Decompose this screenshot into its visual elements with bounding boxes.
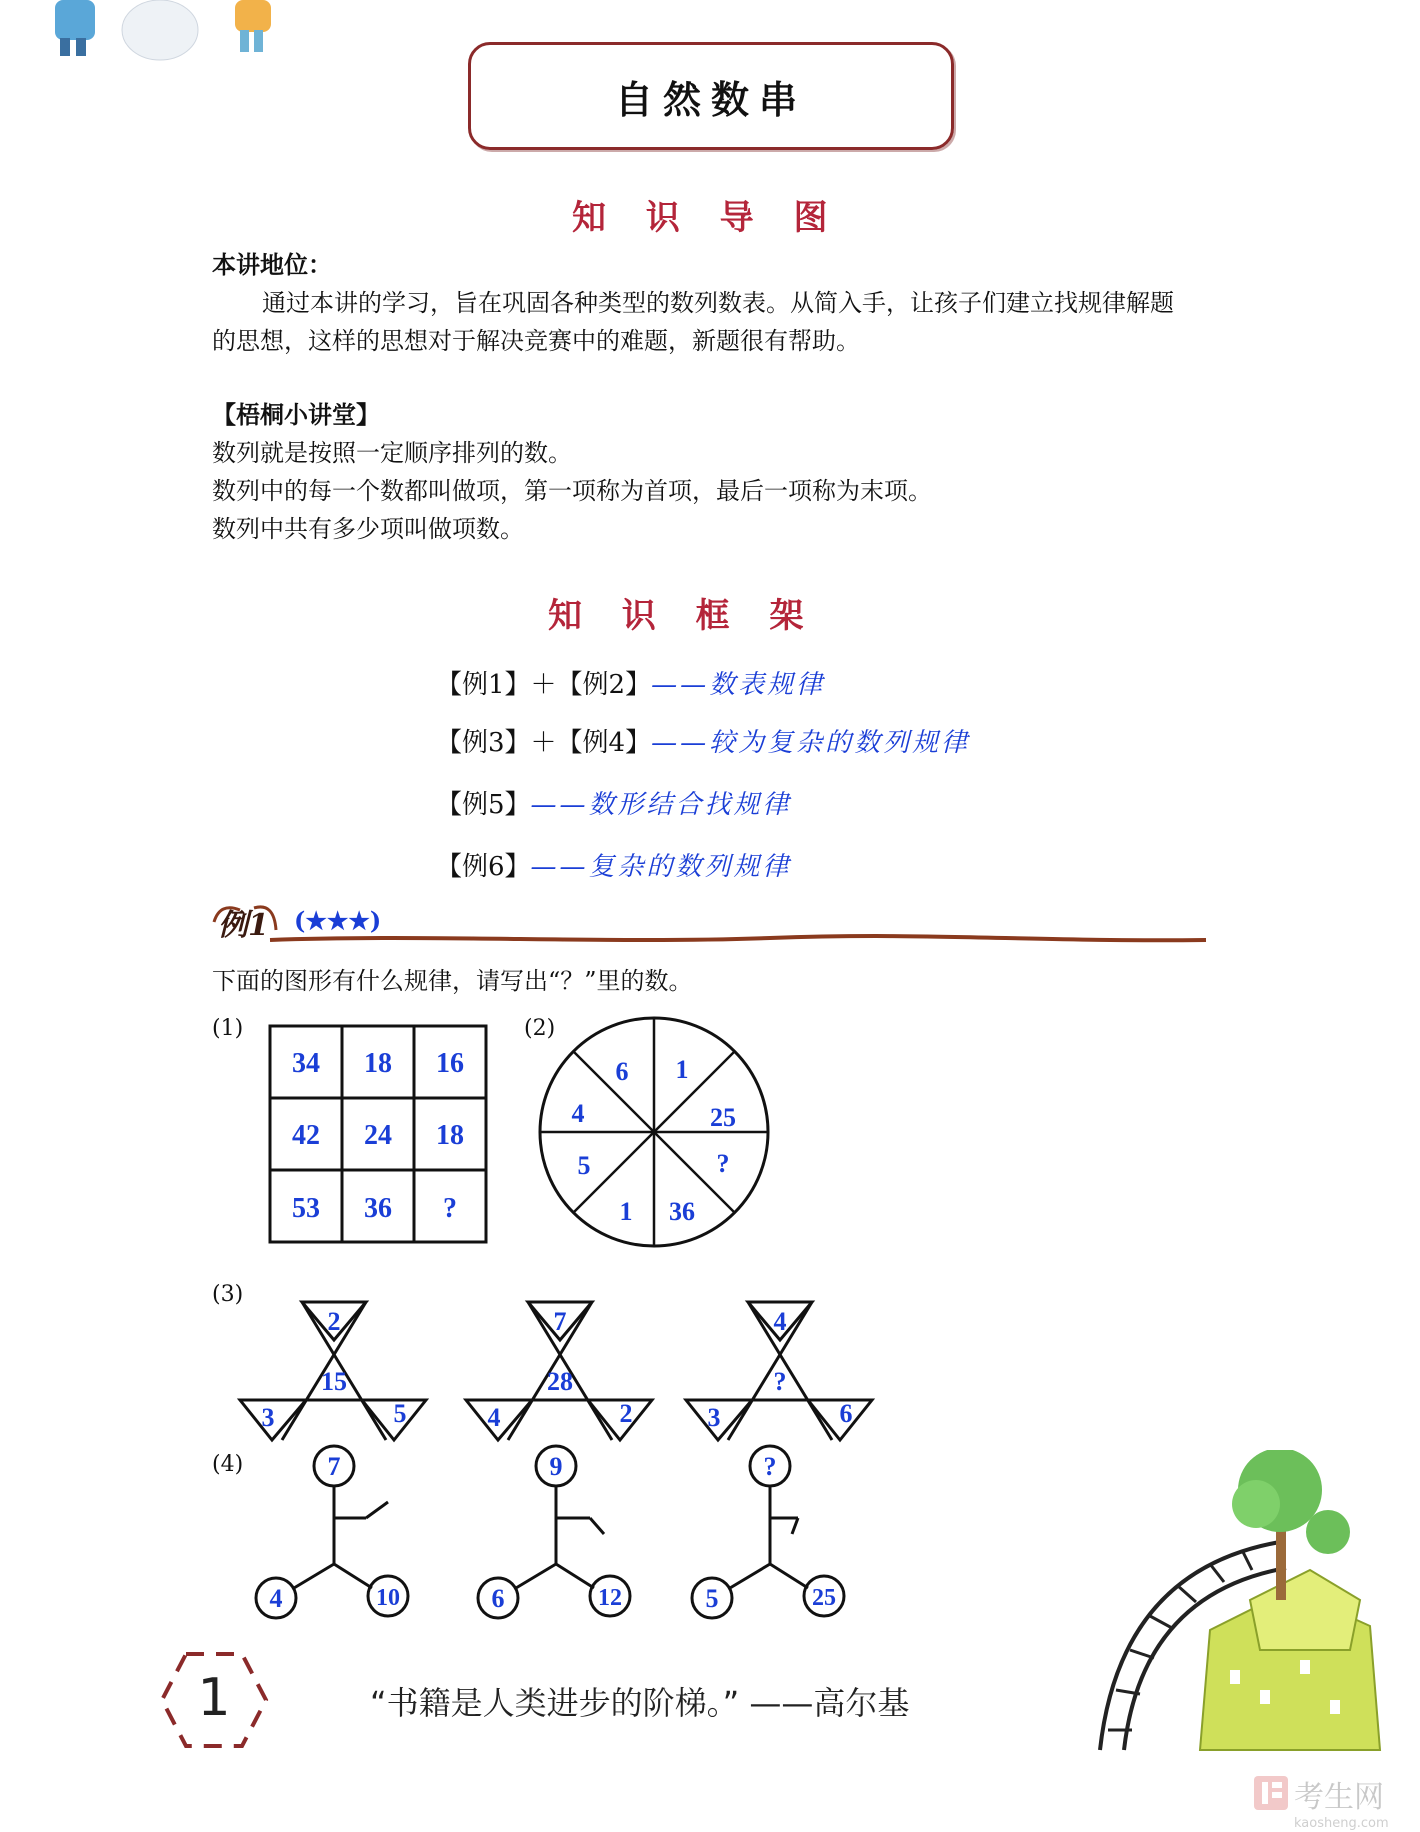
watermark-brand: 考生网 xyxy=(1294,1780,1384,1815)
stick-figure xyxy=(256,1446,408,1618)
triangle-top: 4 xyxy=(773,1307,787,1336)
title-box xyxy=(468,42,954,150)
framework-topic: ——较为复杂的数列规律 xyxy=(651,728,971,758)
framework-refs: 【例5】 xyxy=(436,790,531,820)
figure-head: 7 xyxy=(327,1452,341,1481)
stick-figure xyxy=(692,1446,844,1618)
triangle-figure xyxy=(686,1302,872,1440)
grid-cell: ? xyxy=(443,1193,457,1224)
wheel-value: 4 xyxy=(571,1099,585,1128)
figure-left: 4 xyxy=(269,1584,283,1613)
lecture-line-2: 数列中的每一个数都叫做项，第一项称为首项，最后一项称为末项。 xyxy=(212,477,932,505)
page-number: 1 xyxy=(197,1668,231,1728)
triangle-center: 15 xyxy=(321,1367,347,1396)
triangle-figure xyxy=(240,1302,426,1440)
grid-cell: 36 xyxy=(364,1193,392,1224)
triangle-right: 2 xyxy=(619,1399,633,1428)
framework-line-4 xyxy=(436,846,792,883)
triangle-top: 7 xyxy=(553,1307,567,1336)
lecture-heading: 【梧桐小讲堂】 xyxy=(212,400,380,429)
wheel-value: ? xyxy=(716,1149,730,1178)
fig-label-3: (3) xyxy=(212,1282,244,1307)
number-grid xyxy=(268,1024,488,1244)
wheel-value: 25 xyxy=(710,1103,736,1132)
figure-left: 6 xyxy=(491,1584,505,1613)
framework-line-2 xyxy=(436,722,970,759)
triangle-center: 28 xyxy=(547,1367,573,1396)
framework-refs: 【例3】＋【例4】 xyxy=(436,728,652,758)
framework-line-1 xyxy=(436,664,825,701)
triangle-figures xyxy=(236,1296,876,1446)
grid-cell: 42 xyxy=(292,1120,320,1151)
fig-label-2: (2) xyxy=(524,1016,556,1041)
grid-cell: 24 xyxy=(364,1120,392,1151)
framework-line-3 xyxy=(436,784,792,821)
position-line-1: 通过本讲的学习，旨在巩固各种类型的数列数表。从简入手，让孩子们建立找规律解题 xyxy=(262,289,1174,317)
triangle-left: 3 xyxy=(707,1403,721,1432)
wheel-value: 36 xyxy=(669,1197,695,1226)
example-label: 例1 xyxy=(218,908,269,943)
grid-cell: 16 xyxy=(436,1048,464,1079)
number-wheel xyxy=(536,1014,772,1250)
watermark xyxy=(1252,1772,1389,1831)
tree-castle-illustration xyxy=(1080,1450,1400,1752)
page-title: 自然数串 xyxy=(614,76,807,122)
wheel-value: 1 xyxy=(675,1055,689,1084)
stick-figure xyxy=(478,1446,630,1618)
triangle-right: 6 xyxy=(839,1399,853,1428)
position-line-2: 的思想，这样的思想对于解决竞赛中的难题，新题很有帮助。 xyxy=(212,327,860,355)
lecture-line-1: 数列就是按照一定顺序排列的数。 xyxy=(212,439,572,467)
wheel-value: 6 xyxy=(615,1057,629,1086)
position-heading: 本讲地位： xyxy=(212,250,332,279)
triangle-right: 5 xyxy=(393,1399,407,1428)
footer-quote: “书籍是人类进步的阶梯。” ——高尔基 xyxy=(370,1684,910,1722)
page-number-badge xyxy=(158,1650,270,1750)
figure-right: 12 xyxy=(598,1585,622,1611)
grid-cell: 34 xyxy=(292,1048,320,1079)
figure-right: 10 xyxy=(376,1585,400,1611)
kids-snow-illustration xyxy=(40,0,300,62)
triangle-left: 4 xyxy=(487,1403,501,1432)
grid-cell: 18 xyxy=(436,1120,464,1151)
example-header xyxy=(210,900,1210,950)
framework-topic: ——复杂的数列规律 xyxy=(530,852,792,882)
wheel-value: 5 xyxy=(577,1151,591,1180)
framework-topic: ——数表规律 xyxy=(651,670,826,700)
figure-left: 5 xyxy=(705,1584,719,1613)
figure-head: 9 xyxy=(549,1452,563,1481)
figure-head: ? xyxy=(763,1452,777,1481)
grid-cell: 18 xyxy=(364,1048,392,1079)
watermark-logo-icon xyxy=(1252,1774,1290,1812)
knowledge-map-heading: 知 识 导 图 xyxy=(572,198,842,238)
triangle-top: 2 xyxy=(327,1307,341,1336)
header-illustration xyxy=(40,0,300,62)
triangle-left: 3 xyxy=(261,1403,275,1432)
framework-refs: 【例6】 xyxy=(436,852,531,882)
triangle-center: ? xyxy=(773,1367,787,1396)
stick-figures xyxy=(248,1438,888,1622)
triangle-figure xyxy=(466,1302,652,1440)
framework-topic: ——数形结合找规律 xyxy=(530,790,792,820)
watermark-url: kaosheng.com xyxy=(1294,1816,1389,1831)
fig-label-4: (4) xyxy=(212,1452,244,1477)
example-underline xyxy=(210,900,1210,950)
figure-right: 25 xyxy=(812,1585,836,1611)
wheel-value: 1 xyxy=(619,1197,633,1226)
lecture-line-3: 数列中共有多少项叫做项数。 xyxy=(212,515,524,543)
knowledge-framework-heading: 知 识 框 架 xyxy=(548,596,818,636)
example-question: 下面的图形有什么规律，请写出“？”里的数。 xyxy=(212,967,693,995)
difficulty-stars: (★★★) xyxy=(294,906,382,935)
grid-cell: 53 xyxy=(292,1193,320,1224)
framework-refs: 【例1】＋【例2】 xyxy=(436,670,652,700)
fig-label-1: (1) xyxy=(212,1016,244,1041)
